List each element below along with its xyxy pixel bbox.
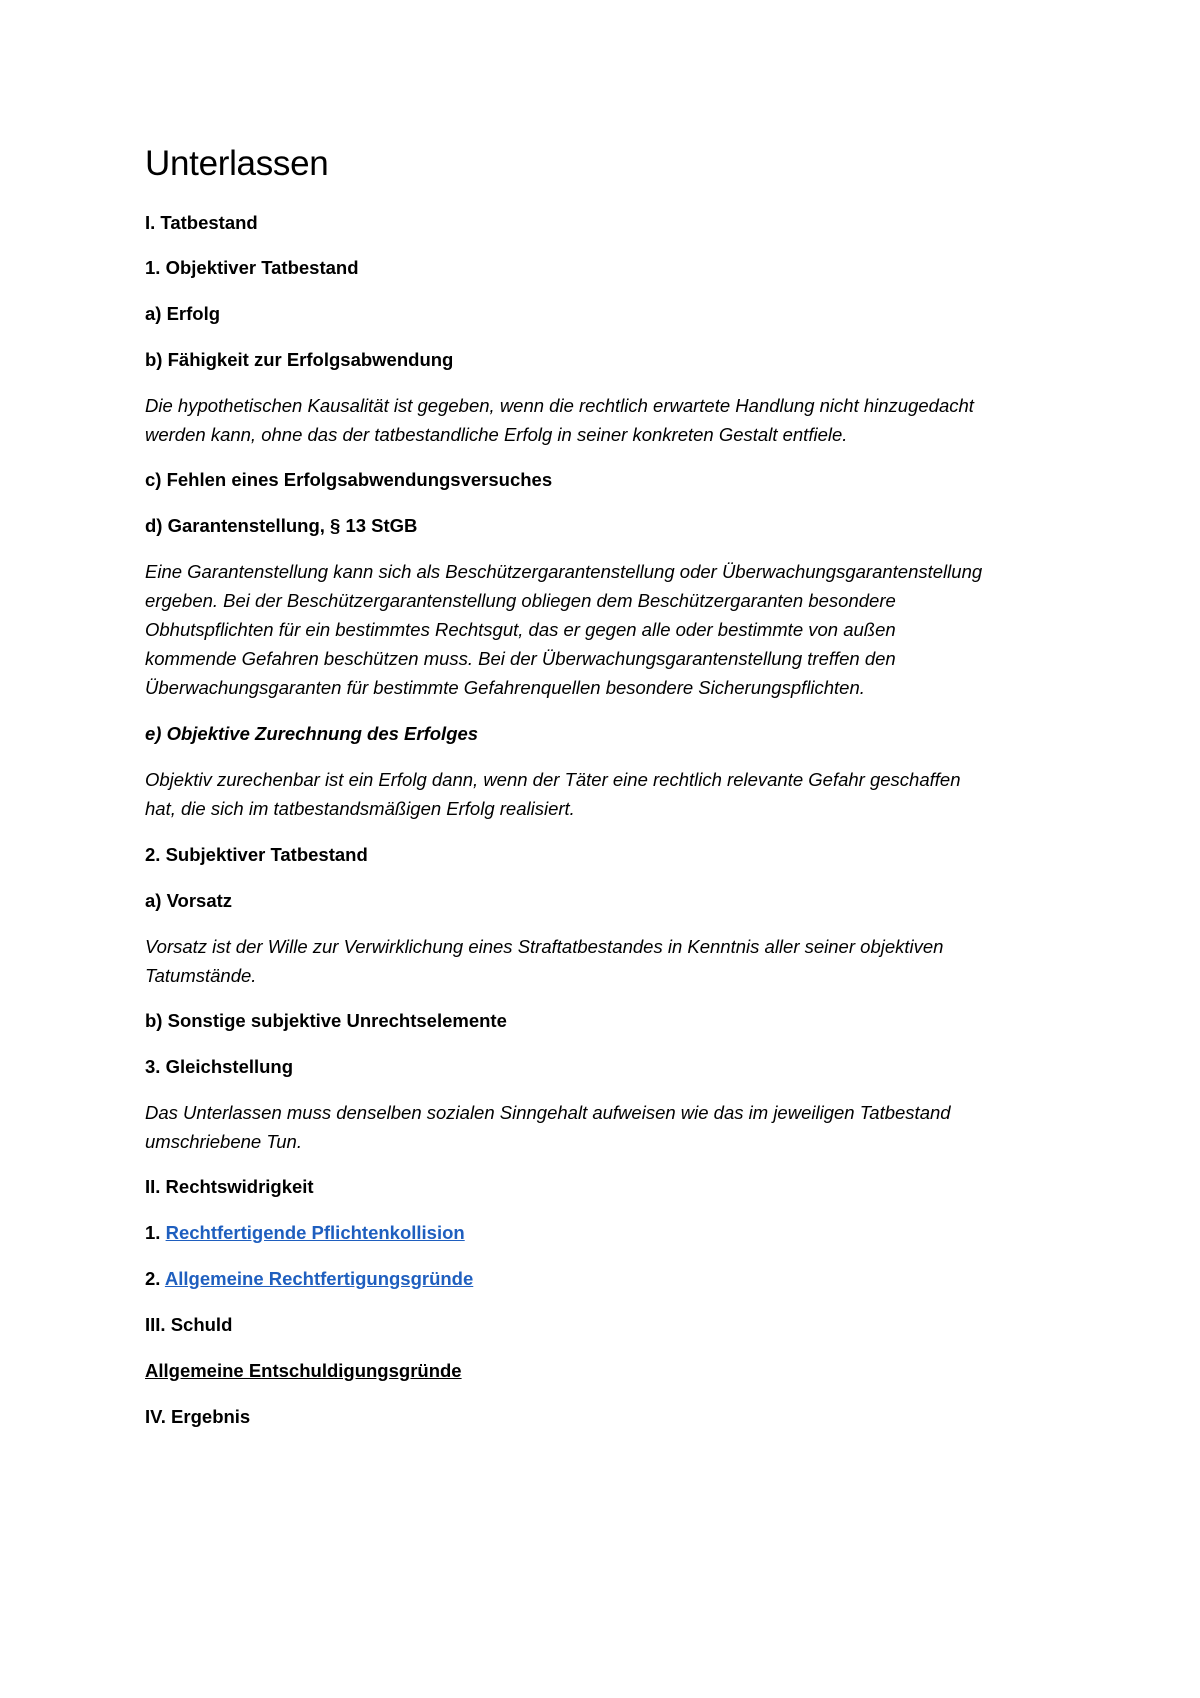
heading-rechtswidrigkeit: II. Rechtswidrigkeit bbox=[145, 1176, 314, 1197]
paragraph-garanten-line: kommende Gefahren beschützen muss. Bei der Überwachungsgarantenstellung treffen den bbox=[145, 648, 896, 669]
paragraph-garanten-line: Obhutspflichten für ein bestimmtes Rechtsgut, das er gegen alle oder bestimmte von außen bbox=[145, 619, 896, 640]
link-rechtfertigungsgruende[interactable]: Allgemeine Rechtfertigungsgründe bbox=[164, 1268, 474, 1289]
paragraph-zurechnung-line: Objektiv zurechenbar ist ein Erfolg dann, wenn der Täter eine rechtlich relevante Gefahr geschaffen bbox=[145, 769, 961, 790]
link-pflichtenkollision[interactable]: Rechtfertigende Pflichtenkollision bbox=[165, 1222, 465, 1243]
heading-tatbestand: I. Tatbestand bbox=[145, 212, 258, 233]
list-item-pflichtenkollision bbox=[145, 1218, 465, 1247]
document-title: Unterlassen bbox=[145, 144, 329, 183]
heading-faehigkeit: b) Fähigkeit zur Erfolgsabwendung bbox=[145, 349, 454, 370]
heading-zurechnung: e) Objektive Zurechnung des Erfolges bbox=[145, 723, 479, 744]
heading-schuld: III. Schuld bbox=[145, 1314, 233, 1335]
list-number: 2. bbox=[145, 1268, 161, 1289]
heading-subjektiver-tatbestand: 2. Subjektiver Tatbestand bbox=[145, 844, 368, 865]
paragraph-vorsatz-line: Vorsatz ist der Wille zur Verwirklichung eines Straftatbestandes in Kenntnis aller seiner objektiven bbox=[145, 936, 944, 957]
heading-objektiver-tatbestand: 1. Objektiver Tatbestand bbox=[145, 257, 359, 278]
list-item-rechtfertigungsgruende bbox=[145, 1264, 473, 1293]
paragraph-gleichstellung-line: Das Unterlassen muss denselben sozialen Sinngehalt aufweisen wie das im jeweiligen Tatbestand bbox=[145, 1102, 951, 1123]
heading-vorsatz: a) Vorsatz bbox=[145, 890, 233, 911]
paragraph-garanten-line: Eine Garantenstellung kann sich als Beschützergarantenstellung oder Überwachungsgarantenstellung bbox=[145, 561, 983, 582]
paragraph-vorsatz-line: Tatumstände. bbox=[145, 965, 257, 986]
heading-entschuldigungsgruende: Allgemeine Entschuldigungsgründe bbox=[145, 1360, 462, 1381]
heading-gleichstellung: 3. Gleichstellung bbox=[145, 1056, 294, 1077]
list-number: 1. bbox=[145, 1222, 161, 1243]
heading-ergebnis: IV. Ergebnis bbox=[145, 1406, 251, 1427]
heading-erfolg: a) Erfolg bbox=[145, 303, 221, 324]
paragraph-garanten-line: ergeben. Bei der Beschützergarantenstellung obliegen dem Beschützergaranten besondere bbox=[145, 590, 896, 611]
paragraph-kausalitaet-line: Die hypothetischen Kausalität ist gegeben, wenn die rechtlich erwartete Handlung nicht hinzugedacht bbox=[145, 395, 974, 416]
paragraph-kausalitaet-line: werden kann, ohne das der tatbestandliche Erfolg in seiner konkreten Gestalt entfiele. bbox=[145, 424, 848, 445]
paragraph-gleichstellung-line: umschriebene Tun. bbox=[145, 1131, 302, 1152]
paragraph-garanten-line: Überwachungsgaranten für bestimmte Gefahrenquellen besondere Sicherungspflichten. bbox=[145, 677, 865, 698]
paragraph-zurechnung-line: hat, die sich im tatbestandsmäßigen Erfolg realisiert. bbox=[145, 798, 575, 819]
heading-sonstige: b) Sonstige subjektive Unrechtselemente bbox=[145, 1010, 507, 1031]
heading-fehlen: c) Fehlen eines Erfolgsabwendungsversuches bbox=[145, 469, 553, 490]
heading-garantenstellung: d) Garantenstellung, § 13 StGB bbox=[145, 515, 418, 536]
